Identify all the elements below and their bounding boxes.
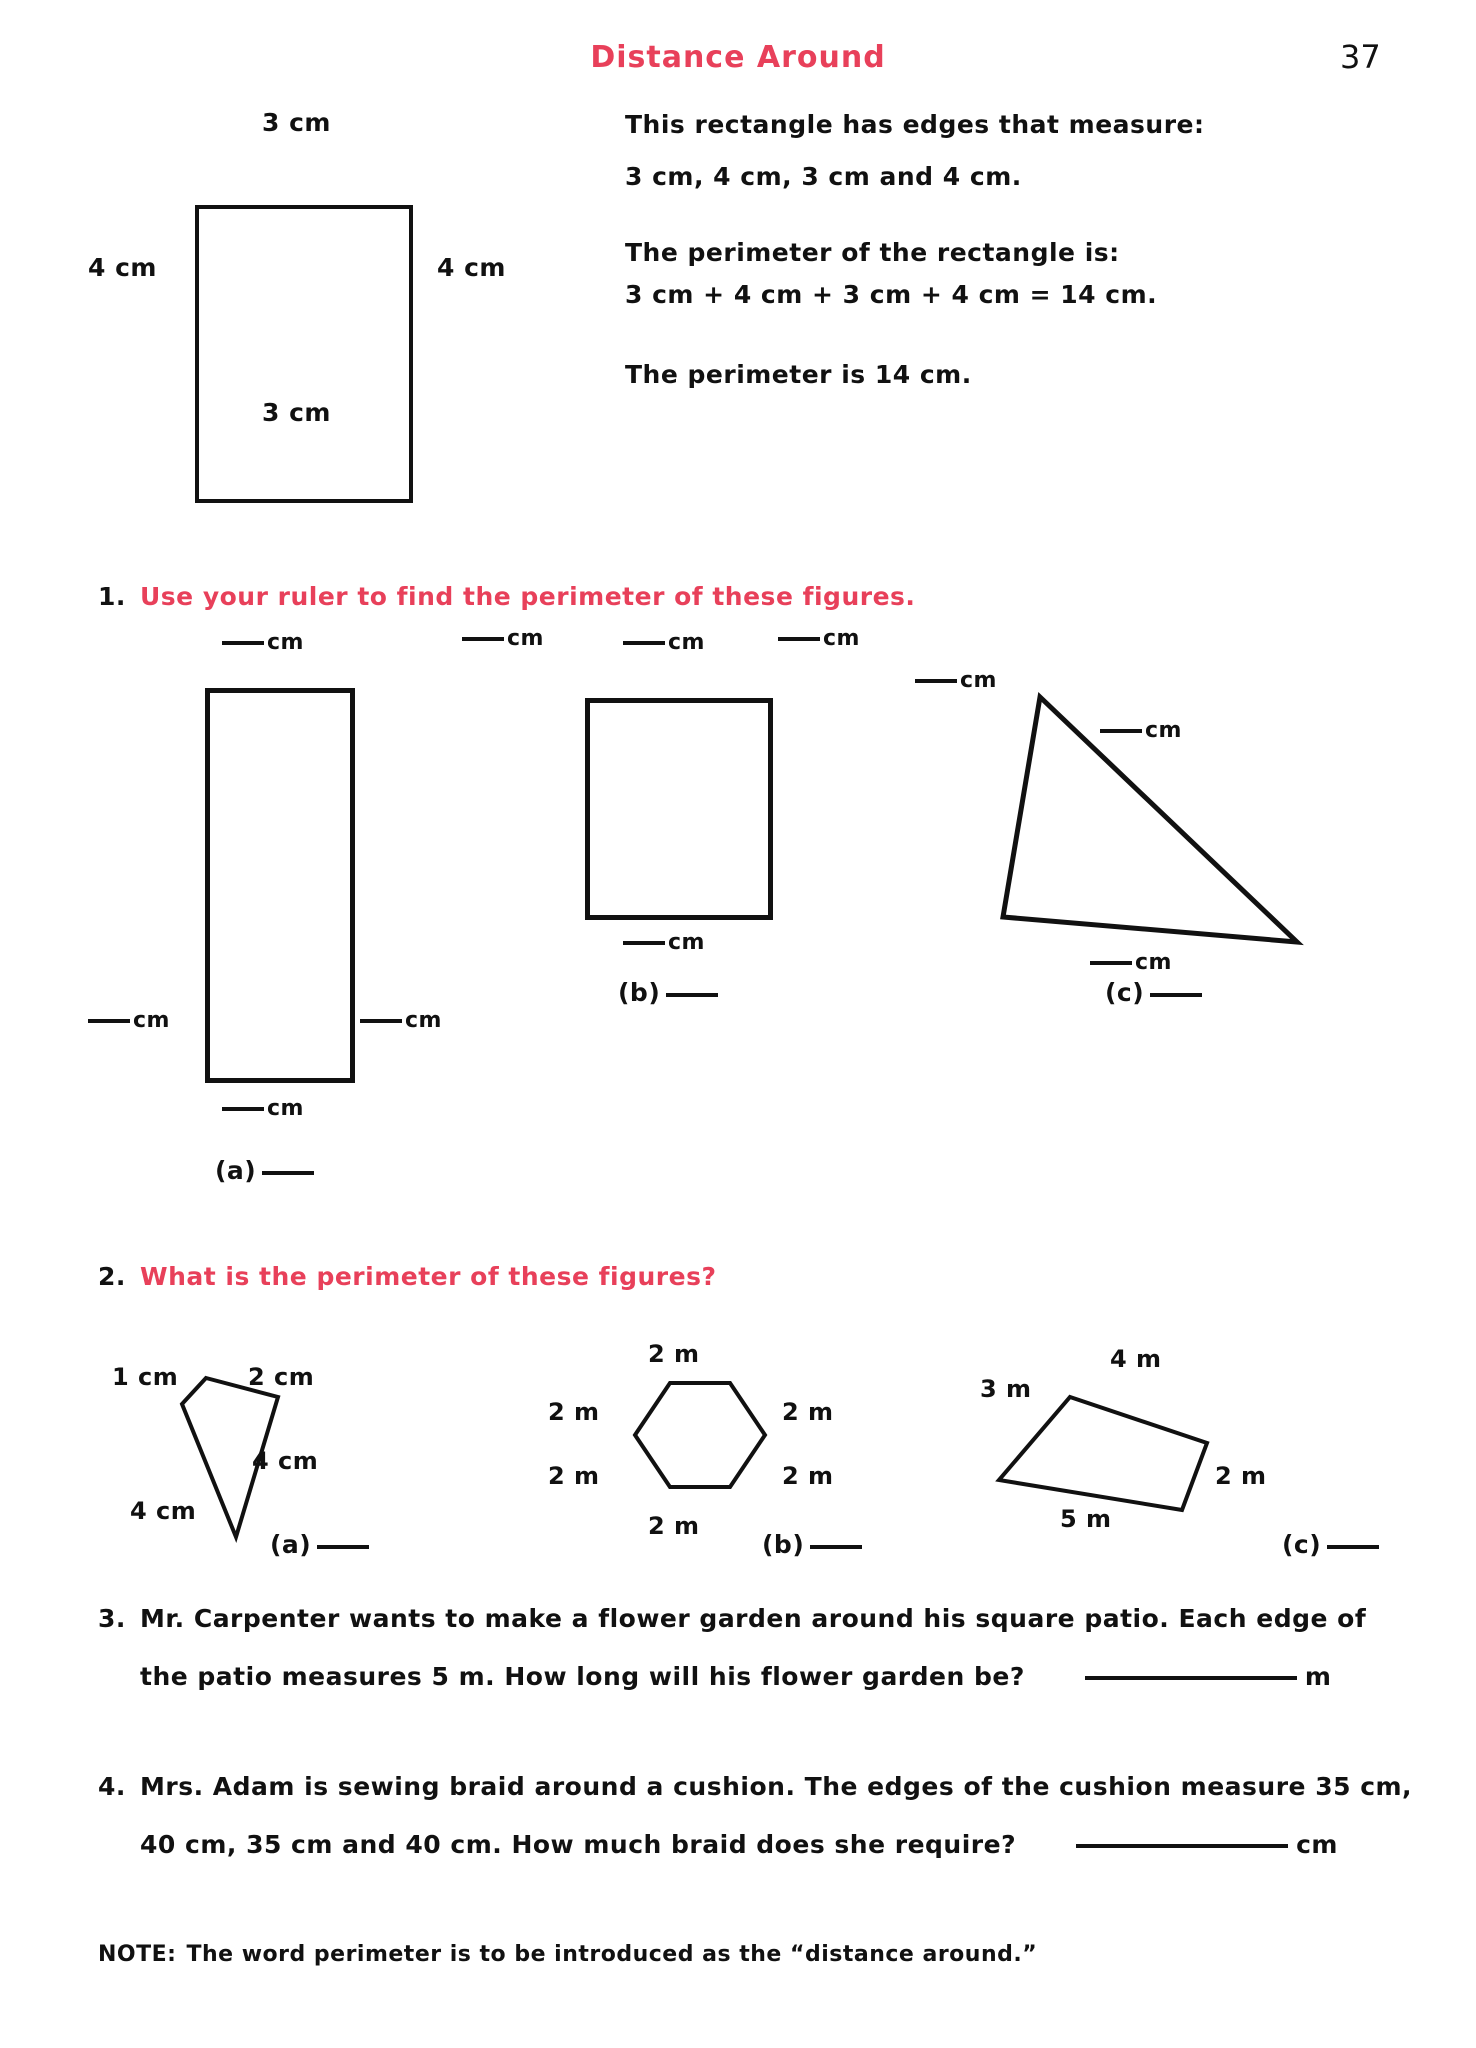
answer-rule[interactable] xyxy=(88,1019,130,1023)
q2-figure-c-side1-label: 3 m xyxy=(980,1375,1032,1403)
answer-rule[interactable] xyxy=(666,993,718,997)
unit-label: cm xyxy=(960,668,997,693)
answer-rule[interactable] xyxy=(1150,993,1202,997)
q1-figure-b-top-blank[interactable] xyxy=(623,630,705,655)
example-rectangle xyxy=(195,205,413,503)
unit-label: cm xyxy=(133,1008,170,1033)
unit-label: cm xyxy=(668,930,705,955)
example-rectangle-top-label: 3 cm xyxy=(262,108,331,137)
q2-figure-a-label[interactable] xyxy=(270,1530,369,1559)
q1-figure-b-right-blank[interactable] xyxy=(778,626,860,651)
question-3-line-2-text: the patio measures 5 m. How long will his flower garden be? xyxy=(140,1662,1025,1691)
question-3-number: 3. xyxy=(98,1604,126,1633)
question-3-line-1: Mr. Carpenter wants to make a flower garden around his square patio. Each edge of xyxy=(140,1604,1367,1633)
answer-rule[interactable] xyxy=(1090,961,1132,965)
unit-label: cm xyxy=(405,1008,442,1033)
example-text-line-4: 3 cm + 4 cm + 3 cm + 4 cm = 14 cm. xyxy=(625,280,1158,309)
question-4-line-1: Mrs. Adam is sewing braid around a cushion. The edges of the cushion measure 35 cm, xyxy=(140,1772,1413,1801)
q1-figure-a-right-blank[interactable] xyxy=(360,1008,442,1033)
unit-label: cm xyxy=(267,1096,304,1121)
q2-figure-b-bottom-label: 2 m xyxy=(648,1512,700,1540)
q2-figure-b-upper-right-label: 2 m xyxy=(782,1398,834,1426)
figure-letter: (a) xyxy=(270,1530,312,1559)
figure-letter: (c) xyxy=(1282,1530,1322,1559)
q1-figure-a-top-blank[interactable] xyxy=(222,630,304,655)
example-text-line-5: The perimeter is 14 cm. xyxy=(625,360,972,389)
q2-figure-b-top-label: 2 m xyxy=(648,1340,700,1368)
q2-figure-c-side3-label: 2 m xyxy=(1215,1462,1267,1490)
answer-rule[interactable] xyxy=(778,637,820,641)
question-3-line-2 xyxy=(140,1662,1331,1691)
unit-label: cm xyxy=(823,626,860,651)
q2-figure-a-side2-label: 2 cm xyxy=(248,1363,315,1391)
q1-figure-a-left-blank[interactable] xyxy=(88,1008,170,1033)
question-3-unit: m xyxy=(1304,1662,1332,1691)
figure-letter: (b) xyxy=(618,978,661,1007)
unit-label: cm xyxy=(1135,950,1172,975)
unit-label: cm xyxy=(1145,718,1182,743)
q1-figure-b-left-blank[interactable] xyxy=(462,626,544,651)
q1-figure-a-rectangle xyxy=(205,688,355,1083)
q1-figure-c-side3-blank[interactable] xyxy=(1090,950,1172,975)
answer-rule[interactable] xyxy=(262,1171,314,1175)
question-3-answer-blank[interactable] xyxy=(1085,1676,1297,1680)
q1-figure-b-square xyxy=(585,698,773,920)
q1-figure-c-label[interactable] xyxy=(1105,978,1202,1007)
example-rectangle-left-label: 4 cm xyxy=(88,253,157,282)
note-text: The word perimeter is to be introduced as the “distance around.” xyxy=(186,1942,1038,1967)
q1-figure-a-bottom-blank[interactable] xyxy=(222,1096,304,1121)
q2-figure-c-side2-label: 4 m xyxy=(1110,1345,1162,1373)
unit-label: cm xyxy=(267,630,304,655)
question-2-instruction: What is the perimeter of these figures? xyxy=(140,1262,717,1291)
q2-figure-b-label[interactable] xyxy=(762,1530,862,1559)
figure-letter: (a) xyxy=(215,1156,257,1185)
example-text-line-1: This rectangle has edges that measure: xyxy=(625,110,1205,139)
answer-rule[interactable] xyxy=(222,641,264,645)
question-1-instruction: Use your ruler to find the perimeter of these figures. xyxy=(140,582,916,611)
unit-label: cm xyxy=(668,630,705,655)
question-4-number: 4. xyxy=(98,1772,126,1801)
q2-figure-c-side4-label: 5 m xyxy=(1060,1505,1112,1533)
question-4-line-2-text: 40 cm, 35 cm and 40 cm. How much braid does she require? xyxy=(140,1830,1017,1859)
answer-rule[interactable] xyxy=(915,679,957,683)
q2-figure-b-lower-left-label: 2 m xyxy=(548,1462,600,1490)
answer-rule[interactable] xyxy=(623,641,665,645)
q1-figure-c-side2-blank[interactable] xyxy=(1100,718,1182,743)
q1-figure-b-bottom-blank[interactable] xyxy=(623,930,705,955)
answer-rule[interactable] xyxy=(222,1107,264,1111)
figure-letter: (c) xyxy=(1105,978,1145,1007)
page-number: 37 xyxy=(1340,38,1381,76)
q1-figure-a-label[interactable] xyxy=(215,1156,314,1185)
answer-rule[interactable] xyxy=(360,1019,402,1023)
note-keyword: NOTE: xyxy=(98,1942,177,1967)
q2-figure-b-hexagon xyxy=(630,1378,780,1503)
answer-rule[interactable] xyxy=(623,941,665,945)
q1-figure-c-side1-blank[interactable] xyxy=(915,668,997,693)
example-text-line-3: The perimeter of the rectangle is: xyxy=(625,238,1120,267)
answer-rule[interactable] xyxy=(1327,1545,1379,1549)
unit-label: cm xyxy=(507,626,544,651)
question-4-answer-blank[interactable] xyxy=(1076,1844,1288,1848)
example-text-line-2: 3 cm, 4 cm, 3 cm and 4 cm. xyxy=(625,162,1022,191)
q2-figure-b-upper-left-label: 2 m xyxy=(548,1398,600,1426)
answer-rule[interactable] xyxy=(317,1545,369,1549)
q2-figure-a-side3-label: 4 cm xyxy=(252,1447,319,1475)
question-4-unit: cm xyxy=(1296,1830,1338,1859)
answer-rule[interactable] xyxy=(462,637,504,641)
q2-figure-c-label[interactable] xyxy=(1282,1530,1379,1559)
q2-figure-a-side1-label: 1 cm xyxy=(112,1363,179,1391)
q1-figure-c-triangle xyxy=(960,670,1320,970)
example-rectangle-bottom-label: 3 cm xyxy=(262,398,331,427)
question-4-line-2 xyxy=(140,1830,1338,1859)
q1-figure-b-label[interactable] xyxy=(618,978,718,1007)
q2-figure-a-side4-label: 4 cm xyxy=(130,1497,197,1525)
question-1-number: 1. xyxy=(98,582,126,611)
q2-figure-b-lower-right-label: 2 m xyxy=(782,1462,834,1490)
example-rectangle-right-label: 4 cm xyxy=(437,253,506,282)
teacher-note xyxy=(98,1942,1037,1967)
page-title: Distance Around xyxy=(590,40,886,75)
question-2-number: 2. xyxy=(98,1262,126,1291)
answer-rule[interactable] xyxy=(1100,729,1142,733)
figure-letter: (b) xyxy=(762,1530,805,1559)
answer-rule[interactable] xyxy=(810,1545,862,1549)
